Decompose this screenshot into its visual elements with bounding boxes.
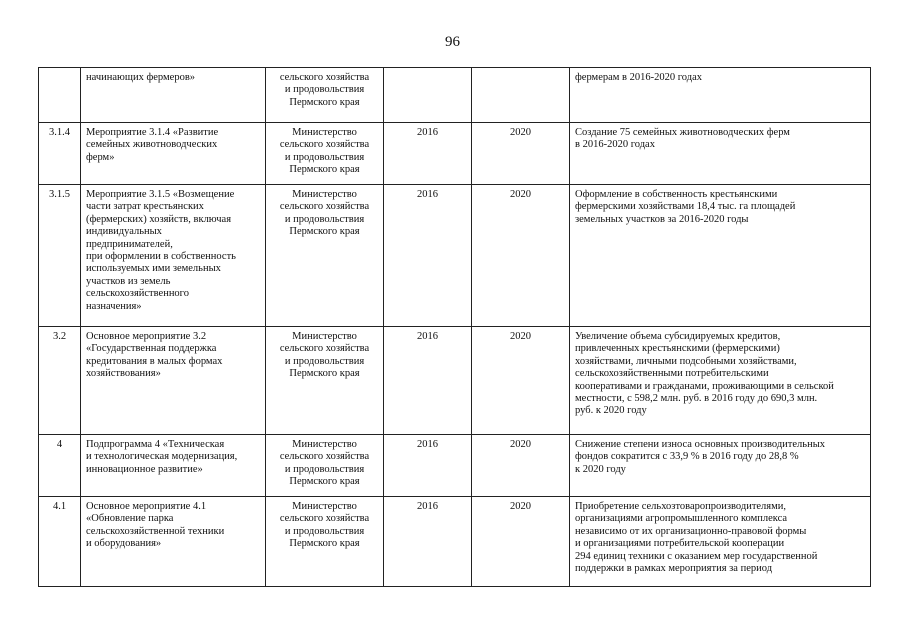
cell-result-line: независимо от их организационно-правовой формы [575, 525, 807, 537]
cell-measure-line: предпринимателей, [86, 238, 173, 250]
cell-executor-line: и продовольствия [284, 525, 365, 537]
table-row [39, 123, 871, 185]
cell-end-year [472, 68, 570, 123]
cell-start-year: 2016 [384, 123, 472, 185]
cell-measure-line: кредитования в малых формах [86, 355, 223, 367]
cell-measure-line: части затрат крестьянских [86, 201, 204, 213]
cell-result-line: и организациями потребительской кооперации [575, 538, 785, 550]
cell-measure-line: «Государственная поддержка [86, 343, 217, 355]
cell-measure [81, 185, 266, 327]
cell-start-year: 2016 [384, 327, 472, 435]
cell-number: 3.1.5 [39, 185, 81, 327]
cell-result [570, 435, 871, 497]
table-row [39, 497, 871, 587]
cell-result-line: привлеченных крестьянскими (фермерскими) [575, 343, 780, 355]
cell-executor-line: Пермского края [289, 476, 360, 488]
cell-measure [81, 497, 266, 587]
cell-measure-line: (фермерских) хозяйств, включая [86, 213, 232, 225]
cell-executor-line: и продовольствия [284, 213, 365, 225]
cell-end-year: 2020 [472, 327, 570, 435]
cell-executor-line: Пермского края [289, 164, 360, 176]
cell-executor-line: сельского хозяйства [279, 139, 370, 151]
cell-end-year: 2020 [472, 185, 570, 327]
cell-measure-line: инновационное развитие» [86, 463, 203, 475]
table-row [39, 435, 871, 497]
cell-measure-line: назначения» [86, 300, 142, 312]
cell-result-line: местности, с 598,2 млн. руб. в 2016 году до 690,3 млн. [575, 393, 818, 405]
cell-measure-line: семейных животноводческих [86, 139, 218, 151]
cell-measure [81, 435, 266, 497]
cell-executor-line: сельского хозяйства [279, 343, 370, 355]
cell-measure-line: Мероприятие 3.1.5 «Возмещение [86, 189, 235, 200]
cell-executor-line: и продовольствия [284, 84, 365, 96]
cell-executor-line: Министерство [292, 501, 357, 512]
table-row [39, 185, 871, 327]
cell-result-line: руб. к 2020 году [575, 405, 647, 417]
cell-measure-line: сельскохозяйственного [86, 288, 189, 300]
cell-executor-line: Пермского края [289, 368, 360, 380]
cell-measure-line: хозяйствования» [86, 368, 161, 380]
cell-result-line: к 2020 году [575, 463, 626, 475]
table-row [39, 327, 871, 435]
cell-measure-line: начинающих фермеров» [86, 72, 196, 83]
cell-start-year [384, 68, 472, 123]
cell-measure-line: индивидуальных [86, 226, 162, 238]
cell-measure [81, 327, 266, 435]
cell-executor-line: Министерство [292, 127, 357, 138]
cell-executor-line: Министерство [292, 439, 357, 450]
page-number: 96 [445, 34, 460, 50]
cell-result-line: Снижение степени износа основных производительных [575, 439, 825, 450]
cell-result [570, 327, 871, 435]
cell-start-year: 2016 [384, 185, 472, 327]
cell-result-line: Приобретение сельхозтоваропроизводителями, [575, 501, 787, 512]
cell-executor [266, 327, 384, 435]
cell-end-year: 2020 [472, 123, 570, 185]
cell-executor [266, 185, 384, 327]
cell-executor-line: сельского хозяйства [279, 72, 370, 83]
cell-measure [81, 123, 266, 185]
cell-measure-line: Мероприятие 3.1.4 «Развитие [86, 127, 219, 138]
cell-result [570, 68, 871, 123]
cell-start-year: 2016 [384, 435, 472, 497]
cell-measure-line: Основное мероприятие 3.2 [86, 331, 207, 342]
cell-measure-line: сельскохозяйственной техники [86, 525, 225, 537]
cell-result-line: в 2016-2020 годах [575, 139, 655, 151]
cell-executor-line: и продовольствия [284, 355, 365, 367]
cell-result-line: поддержки в рамках мероприятия за период [575, 563, 773, 575]
cell-executor-line: Пермского края [289, 96, 360, 108]
cell-number [39, 68, 81, 123]
cell-executor [266, 435, 384, 497]
cell-result-line: Создание 75 семейных животноводческих ферм [575, 127, 790, 138]
cell-executor [266, 68, 384, 123]
cell-start-year: 2016 [384, 497, 472, 587]
cell-executor-line: Министерство [292, 189, 357, 200]
cell-measure-line: и технологическая модернизация, [86, 451, 238, 463]
cell-result [570, 185, 871, 327]
cell-executor-line: Министерство [292, 331, 357, 342]
cell-end-year: 2020 [472, 435, 570, 497]
cell-number: 3.2 [39, 327, 81, 435]
cell-measure-line: Подпрограмма 4 «Техническая [86, 439, 225, 450]
cell-measure-line: и оборудования» [86, 538, 162, 550]
cell-measure-line: Основное мероприятие 4.1 [86, 501, 207, 512]
cell-number: 4 [39, 435, 81, 497]
cell-measure-line: при оформлении в собственность [86, 251, 236, 263]
cell-executor-line: и продовольствия [284, 463, 365, 475]
cell-measure-line: ферм» [86, 151, 115, 163]
cell-executor-line: сельского хозяйства [279, 451, 370, 463]
cell-result-line: организациями агропромышленного комплекса [575, 513, 788, 525]
cell-executor-line: и продовольствия [284, 151, 365, 163]
cell-measure-line: «Обновление парка [86, 513, 174, 525]
cell-measure-line: участков из земель [86, 275, 171, 287]
cell-result-line: земельных участков за 2016-2020 годы [575, 213, 749, 225]
cell-result [570, 123, 871, 185]
cell-executor-line: Пермского края [289, 226, 360, 238]
cell-number: 4.1 [39, 497, 81, 587]
cell-measure-line: используемых ими земельных [86, 263, 221, 275]
cell-result-line: Оформление в собственность крестьянскими [575, 189, 778, 200]
cell-measure [81, 68, 266, 123]
cell-executor [266, 123, 384, 185]
cell-executor-line: сельского хозяйства [279, 513, 370, 525]
cell-result-line: хозяйствами, личными подсобными хозяйствами, [575, 355, 797, 367]
program-table [38, 67, 871, 587]
cell-executor [266, 497, 384, 587]
table-row [39, 68, 871, 123]
cell-result-line: кооперативами и гражданами, проживающими в сельской [575, 380, 834, 392]
cell-result-line: 294 единиц техники с оказанием мер государственной [575, 550, 818, 562]
cell-end-year: 2020 [472, 497, 570, 587]
cell-result-line: сельскохозяйственными потребительскими [575, 368, 769, 380]
cell-executor-line: сельского хозяйства [279, 201, 370, 213]
cell-number: 3.1.4 [39, 123, 81, 185]
cell-result-line: Увеличение объема субсидируемых кредитов, [575, 331, 781, 342]
cell-result-line: фондов сократится с 33,9 % в 2016 году до 28,8 % [575, 451, 799, 463]
cell-result [570, 497, 871, 587]
cell-executor-line: Пермского края [289, 538, 360, 550]
cell-result-line: фермерам в 2016-2020 годах [575, 72, 702, 83]
cell-result-line: фермерскими хозяйствами 18,4 тыс. га площадей [575, 201, 796, 213]
